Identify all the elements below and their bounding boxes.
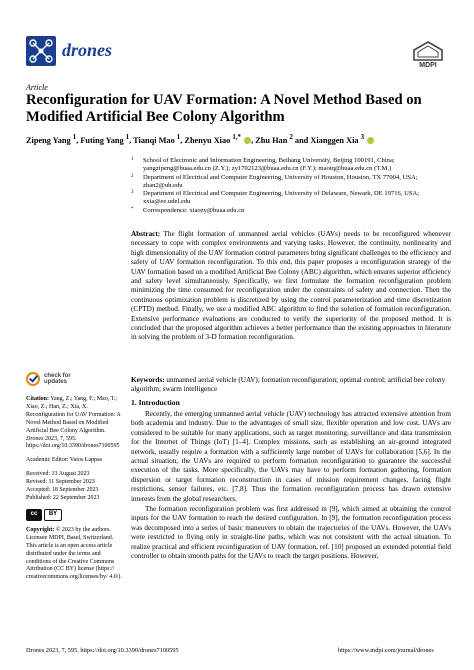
paragraph: The formation reconfiguration problem was first addressed in [9], which aimed at obtaining the control inputs for the UAV formation to reach the desired configuration. In [9], the formation reconfiguration process was decomposed into a series of basic maneuvers to obtain the trajectories of the UAVs. However, the UAVs were restricted to flying only in straight-line paths, which was not consistent with the actual situation. To realize practical and efficient reconfiguration of UAV formation, ref. [10] proposed an extended potential field controller to obtain smooth paths for the UAVs to reach the target positions. However, [131,505,451,561]
section-heading: 1. Introduction [131,398,180,407]
copyright: Copyright: © 2023 by the authors. Licensee MDPI, Basel, Switzerland. This article is an open access article distributed under the terms and conditions of the Creative Commons Attribution (CC BY) license (https:// creativecommons.org/licenses/by/ 4.0/). [26,526,122,581]
sidebar [26,372,122,582]
orcid-icon[interactable] [367,137,374,144]
section-body [131,410,451,563]
keywords-text: unmanned aerial vehicle (UAV); formation reconfiguration; optimal control; artificial bee colony algorithm; swarm intelligence [131,376,446,394]
author: Futing Yang $^1$, [80,134,134,145]
author: Xianggen Xia $^3$ [310,136,374,145]
journal-logo-icon [26,36,56,66]
author-list [26,134,466,145]
keywords [131,376,451,395]
affiliations [131,157,451,215]
affiliation-item: 2 Department of Electrical and Computer Engineering, University of Houston, Houston, TX 77004, USA; zhan2@uh.edu [131,173,418,189]
article-type-label: Article [26,83,48,92]
check-updates-icon [26,372,40,386]
accepted-date: Accepted: 18 September 2023 [26,487,99,494]
author: Zhu Han $^2$ and [255,134,311,145]
paper-title: Reconfiguration for UAV Formation: A Novel Method Based on Modified Artificial Bee Colony Algorithm [26,92,422,125]
abstract-label: Abstract: [131,230,161,238]
cc-icon: cc [26,509,42,521]
author: Tianqi Mao $^1$, [133,134,185,145]
check-for-updates-button[interactable]: check for updates [26,372,122,386]
abstract [131,230,451,343]
journal-name: drones [62,40,113,60]
author: Zipeng Yang $^1$, [26,134,81,145]
keywords-label: Keywords: [131,376,165,384]
affiliation-item: * Correspondence: xiaozy@buaa.edu.cn [131,206,245,214]
revised-date: Revised: 11 September 2023 [26,479,95,486]
published-date: Published: 22 September 2023 [26,494,100,501]
publisher-name: MDPI [419,62,437,69]
affiliation-item: 3 Department of Electrical and Computer Engineering, University of Delaware, Newark, DE 19716, USA; xxia@ee.udel.edu [131,190,420,206]
affiliation-item: 1 School of Electronic and Information Engineering, Beihang University, Beijing 100191, China; yangzipeng@buaa.edu.cn (Z.Y.); zy1702123@buaa.edu.cn (F.Y.); maotq@buaa.edu.cn (T.M.) [131,157,395,173]
author: Zhenyu Xiao $^{1,*}$ , [184,134,256,145]
abstract-text: The flight formation of unmanned aerial vehicles (UAVs) needs to be reconfigured whenever necessary to cope with complex environments and varying tasks. However, the continuity, nonlinearity and high dimensionality of the UAV formation control parameters bring significant challenges to the efficiency and safety of UAV formation reconfiguration. To this end, this paper proposes a reconfiguration strategy of the UAV formation based on a modified Artificial Bee Colony (ABC) algorithm, which ensures superior efficiency and safety level simultaneously. Specifically, we first formulate the formation reconfiguration problem minimizing the time consumed for reconfiguration under the constraints of safety and connection. Then the continuous optimization problem is discretized by using the control parameterization and time discretization (CPTD) method. Finally, we use a modified ABC algorithm to find the solution of formation reconfiguration. Extensive performance evaluations are conducted to verify the superiority of the proposed method. It is concluded that the proposed algorithm achieves a better performance than the existing approaches in literature in solving the problem of 3-D formation reconfiguration. [131,230,451,342]
received-date: Received: 13 August 2023 [26,471,90,478]
footer-journal-link[interactable]: https://www.mdpi.com/journal/drones [338,647,434,654]
citation: Citation: Yang, Z.; Yang, F.; Mao, T.; Xiao, Z.; Han, Z.; Xia, X. Reconfiguration for UAV Formation: A Novel Method Based on Modified Artificial Bee Colony Algorithm. Drones 2023, 7, 595. https://doi.org/10.3390/drones7100595 [26,396,121,450]
by-icon: BY [44,509,62,521]
academic-editor: Academic Editor: Vaios Lappas [26,457,103,464]
paragraph: Recently, the emerging unmanned aerial vehicle (UAV) technology has attracted extensive attention from both academia and industry. Due to the advantages of small size, flexible operation and low cost, UAVs are considered to be suitable for many applications, such as target monitoring, surveillance and data transmission for the Internet of Things (IoT) [1–4]. Complex missions, such as establishing an air-ground integrated network, usually require a formation with a sufficiently large number of UAVs for collaboration [5,6]. In the actual situation, the UAVs are required to perform formation reconfiguration to guarantee the successful execution of the tasks. More specifically, the UAVs may have to perform formation gathering, formation dispersion or target formation reconstruction in cases of mission requirement changes, facing flight restrictions, sensor failures, etc. [7,8]. Thus the formation reconfiguration process has drawn extensive interests from the global researchers. [131,410,451,503]
footer-citation: Drones 2023, 7, 595. https://doi.org/10.3390/drones7100595 [26,647,179,654]
cc-license-badge[interactable] [26,509,122,521]
